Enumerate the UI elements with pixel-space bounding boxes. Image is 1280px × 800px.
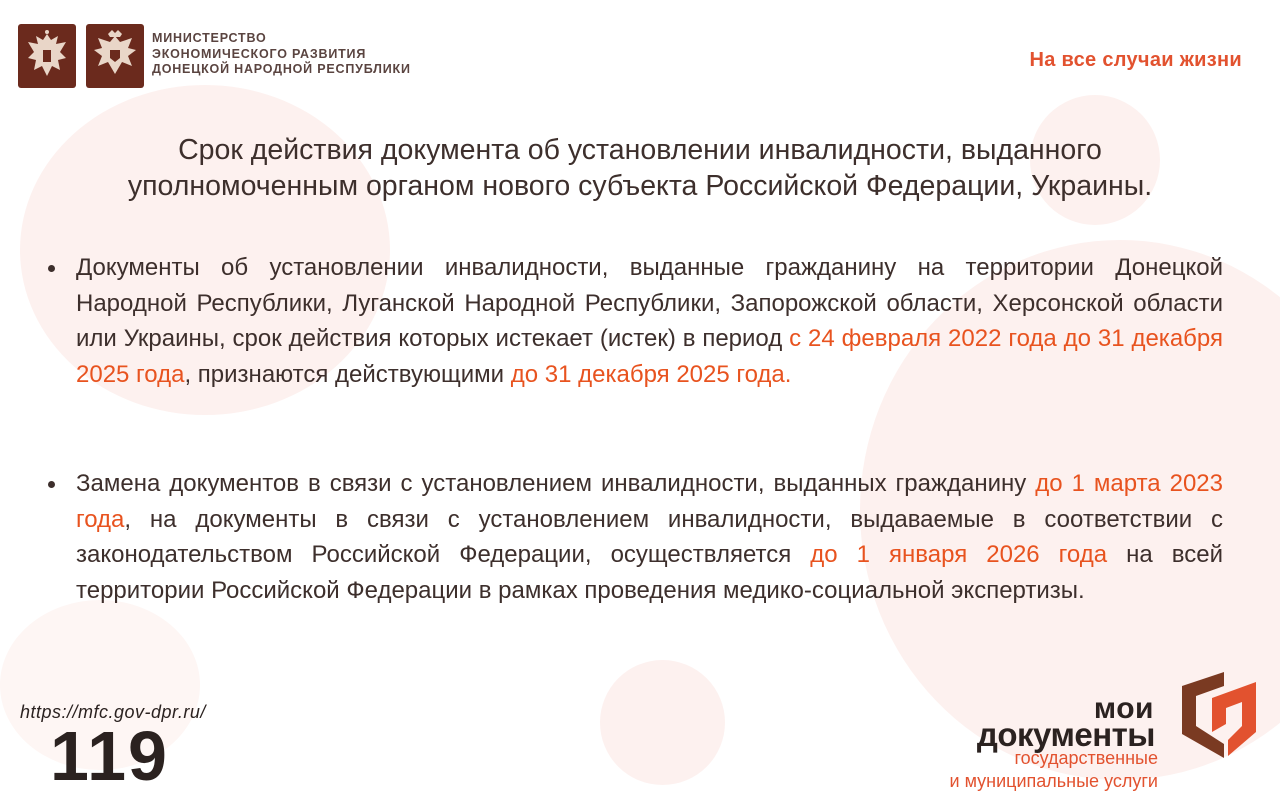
page-title <box>40 132 1240 204</box>
bullet-dot-icon <box>48 481 55 488</box>
slide-number: 119 <box>50 717 169 795</box>
brand-line-1: мои <box>1093 692 1154 725</box>
background-circle <box>600 660 725 785</box>
list-item-text <box>76 250 1223 392</box>
highlighted-date: до 1 марта 2023 года <box>76 470 1223 533</box>
highlighted-date: до 1 января 2026 года <box>810 541 1108 568</box>
brand-line-2: документы <box>976 716 1155 753</box>
list-item <box>48 466 1223 608</box>
brand-subtitle-line: государственные <box>1014 748 1158 768</box>
title-line: уполномоченным органом нового субъекта Российской Федерации, Украины. <box>127 170 1153 202</box>
brand-subtitle-line: и муниципальные услуги <box>949 771 1158 791</box>
ministry-line: ДОНЕЦКОЙ НАРОДНОЙ РЕСПУБЛИКИ <box>152 62 411 76</box>
list-item <box>48 250 1223 392</box>
text-segment: , признаются действующими <box>184 360 511 388</box>
slogan: На все случаи жизни <box>1029 49 1242 71</box>
bullet-dot-icon <box>48 265 55 272</box>
list-item-text <box>76 466 1223 608</box>
text-segment: , на документы в связи с установлением инвалидности, выдаваемые в соответствии с законодательством Российской Федерации, осуществляется <box>76 505 1223 568</box>
dnr-coat-of-arms-icon <box>86 24 144 88</box>
text-segment: Документы об установлении инвалидности, выданные гражданину на территории Донецкой Народной Республики, Луганской Народной Республики, Запорожской области, Херсонской области или Украины, срок действия которых истекает (истек) в период <box>76 254 1223 352</box>
highlighted-date: до 31 декабря 2025 года. <box>510 360 792 388</box>
moi-dokumenty-logo-icon <box>1172 664 1262 764</box>
text-segment: на всей территории Российской Федерации в рамках проведения медико-социальной экспертизы. <box>76 541 1224 604</box>
text-segment: Замена документов в связи с установлением инвалидности, выданных гражданину <box>76 470 1036 497</box>
ministry-name <box>152 31 482 78</box>
highlighted-date: с 24 февраля 2022 года до 31 декабря 2025 года <box>76 325 1224 388</box>
ministry-line: МИНИСТЕРСТВО <box>152 31 267 45</box>
russian-coat-of-arms-icon <box>18 24 76 88</box>
website-link[interactable]: https://mfc.gov-dpr.ru/ <box>20 702 206 722</box>
title-line: Срок действия документа об установлении инвалидности, выданного <box>178 134 1102 166</box>
brand-block <box>932 664 1262 794</box>
ministry-line: ЭКОНОМИЧЕСКОГО РАЗВИТИЯ <box>152 46 367 61</box>
brand-subtitle <box>950 747 1158 793</box>
